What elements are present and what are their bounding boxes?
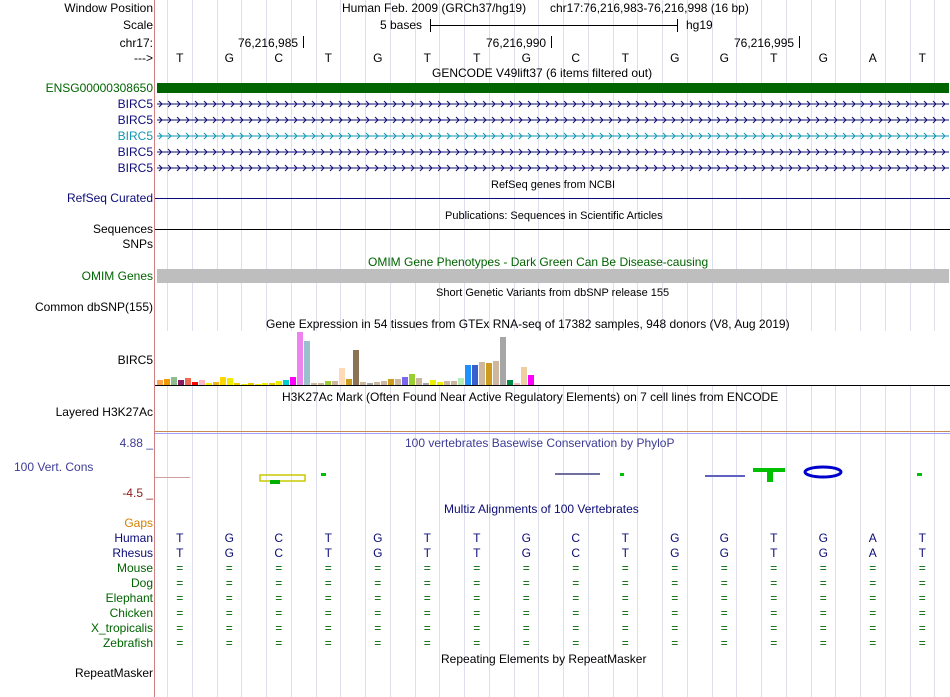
gtex-tissue-bar[interactable] [339, 368, 345, 385]
multiz-base: = [176, 561, 184, 575]
phylop-label[interactable]: 100 Vert. Cons [14, 460, 94, 474]
multiz-base: = [423, 576, 431, 590]
gencode-intron-arrows[interactable] [157, 99, 949, 109]
multiz-base: = [324, 621, 332, 635]
gencode-row-label[interactable]: BIRC5 [117, 129, 153, 143]
sequence-base: G [373, 51, 383, 65]
multiz-base: T [176, 546, 184, 560]
sequence-base: T [176, 51, 184, 65]
repeatmasker-label[interactable]: RepeatMasker [74, 666, 153, 680]
multiz-base: = [869, 621, 877, 635]
multiz-base: = [671, 591, 679, 605]
multiz-base: = [770, 636, 778, 650]
multiz-base: = [374, 591, 382, 605]
gtex-tissue-bar[interactable] [479, 362, 485, 385]
gtex-tissue-bar[interactable] [297, 332, 303, 385]
refseq-label[interactable]: RefSeq Curated [66, 191, 153, 205]
multiz-base: = [621, 591, 629, 605]
multiz-base: = [819, 576, 827, 590]
multiz-base: T [770, 531, 778, 545]
multiz-base: G [224, 531, 234, 545]
gencode-title[interactable]: GENCODE V49lift37 (6 items filtered out) [432, 66, 653, 80]
multiz-species-label[interactable]: Human [114, 531, 153, 545]
multiz-base: = [621, 576, 629, 590]
multiz-base: = [572, 621, 580, 635]
gencode-intron-arrows[interactable] [157, 131, 949, 141]
position-text[interactable]: chr17:76,216,983-76,216,998 (16 bp) [550, 1, 749, 15]
publications-title[interactable]: Publications: Sequences in Scientific Articles [445, 210, 663, 222]
multiz-base: = [275, 636, 283, 650]
multiz-base: G [373, 531, 383, 545]
multiz-base: G [670, 546, 680, 560]
multiz-base: = [324, 636, 332, 650]
multiz-base: = [621, 561, 629, 575]
scale-bar-end [677, 19, 678, 32]
multiz-base: G [224, 546, 234, 560]
phylop-min: -4.5 _ [122, 486, 153, 500]
multiz-base: = [869, 561, 877, 575]
multiz-base: = [374, 636, 382, 650]
scale-value: 5 bases [380, 18, 423, 32]
multiz-base: = [275, 591, 283, 605]
multiz-base: = [720, 606, 728, 620]
scale-label: Scale [122, 18, 153, 32]
multiz-base: = [324, 561, 332, 575]
gencode-intron-arrows[interactable] [157, 147, 949, 157]
multiz-base: = [374, 621, 382, 635]
multiz-base: = [572, 591, 580, 605]
multiz-base: = [869, 636, 877, 650]
h3k27ac-track-line [155, 431, 950, 432]
tick-mark [551, 36, 552, 48]
multiz-base: G [719, 546, 729, 560]
multiz-base: T [621, 531, 629, 545]
multiz-base: = [176, 621, 184, 635]
multiz-base: = [225, 561, 233, 575]
gtex-baseline [155, 385, 950, 386]
multiz-base: = [918, 576, 926, 590]
multiz-species-label[interactable]: Elephant [105, 591, 153, 605]
refseq-track-line [155, 198, 950, 199]
phylop-max: 4.88 _ [119, 436, 153, 450]
phylop-logo [155, 460, 950, 486]
sequence-base: A [868, 51, 877, 65]
multiz-species-label[interactable]: Rhesus [112, 546, 153, 560]
gtex-tissue-bar[interactable] [465, 365, 471, 385]
multiz-base: = [621, 621, 629, 635]
multiz-base: = [225, 621, 233, 635]
multiz-base: = [918, 561, 926, 575]
gtex-tissue-bar[interactable] [416, 378, 422, 385]
multiz-base: G [521, 546, 531, 560]
gtex-tissue-bar[interactable] [521, 367, 527, 385]
multiz-base: = [621, 606, 629, 620]
multiz-base: = [275, 576, 283, 590]
sequence-base: G [719, 51, 729, 65]
multiz-base: = [720, 621, 728, 635]
multiz-base: = [720, 636, 728, 650]
gtex-tissue-bar[interactable] [353, 350, 359, 385]
gtex-tissue-bar[interactable] [171, 377, 177, 385]
multiz-base: = [473, 636, 481, 650]
tick-mark [303, 36, 304, 48]
gtex-tissue-bar[interactable] [304, 341, 310, 385]
multiz-base: = [473, 591, 481, 605]
multiz-base: = [819, 591, 827, 605]
multiz-base: = [374, 561, 382, 575]
assembly-text: Human Feb. 2009 (GRCh37/hg19) [342, 1, 527, 15]
multiz-base: T [423, 531, 431, 545]
sequence-base: T [473, 51, 481, 65]
multiz-base: = [671, 606, 679, 620]
sequence-base: C [274, 51, 284, 65]
multiz-title[interactable]: Multiz Alignments of 100 Vertebrates [444, 502, 639, 516]
multiz-base: = [176, 576, 184, 590]
multiz-base: = [473, 621, 481, 635]
gtex-label[interactable]: BIRC5 [117, 353, 153, 367]
multiz-base: C [274, 531, 284, 545]
multiz-base: = [572, 636, 580, 650]
multiz-base: = [918, 591, 926, 605]
multiz-base: = [423, 561, 431, 575]
multiz-base: = [522, 606, 530, 620]
sequence-base: C [571, 51, 581, 65]
multiz-base: = [869, 606, 877, 620]
multiz-base: T [176, 531, 184, 545]
sequence-base: T [324, 51, 332, 65]
gencode-exon-bar[interactable] [157, 83, 949, 93]
refseq-title[interactable]: RefSeq genes from NCBI [491, 179, 616, 191]
multiz-base: T [473, 531, 481, 545]
multiz-base: T [473, 546, 481, 560]
multiz-base: = [473, 606, 481, 620]
sequence-base: T [918, 51, 926, 65]
multiz-base: = [522, 561, 530, 575]
scale-db: hg19 [686, 18, 713, 32]
multiz-base: = [324, 591, 332, 605]
multiz-base: = [522, 591, 530, 605]
multiz-base: T [770, 546, 778, 560]
multiz-base: C [571, 546, 581, 560]
multiz-base: = [473, 576, 481, 590]
phylop-title[interactable]: 100 vertebrates Basewise Conservation by PhyloP [405, 436, 675, 450]
chrom-label: chr17: [119, 36, 153, 50]
omim-title[interactable]: OMIM Gene Phenotypes - Dark Green Can Be Disease-causing [368, 255, 709, 269]
multiz-base: = [225, 576, 233, 590]
multiz-base: = [869, 576, 877, 590]
multiz-base: = [770, 591, 778, 605]
gtex-tissue-bar[interactable] [486, 363, 492, 385]
gtex-tissue-bar[interactable] [227, 378, 233, 385]
gencode-row-label[interactable]: BIRC5 [117, 145, 153, 159]
multiz-base: = [522, 576, 530, 590]
multiz-species-label[interactable]: Mouse [116, 561, 153, 575]
multiz-base: = [423, 621, 431, 635]
multiz-base: = [423, 591, 431, 605]
multiz-base: T [324, 531, 332, 545]
multiz-base: = [671, 576, 679, 590]
multiz-base: = [819, 621, 827, 635]
multiz-base: = [176, 636, 184, 650]
multiz-base: T [918, 546, 926, 560]
h3k27ac-title[interactable]: H3K27Ac Mark (Often Found Near Active Regulatory Elements) on 7 cell lines from ENCODE [282, 390, 779, 404]
multiz-base: = [275, 561, 283, 575]
multiz-base: = [374, 576, 382, 590]
dbsnp-title[interactable]: Short Genetic Variants from dbSNP release 155 [436, 287, 670, 299]
multiz-base: = [225, 606, 233, 620]
multiz-base: C [571, 531, 581, 545]
tick-label: 76,216,985 [238, 36, 299, 50]
tick-label: 76,216,990 [486, 36, 547, 50]
multiz-base: T [423, 546, 431, 560]
sequence-base: T [770, 51, 778, 65]
multiz-base: A [868, 531, 877, 545]
multiz-base: = [225, 636, 233, 650]
multiz-base: = [671, 561, 679, 575]
multiz-base: = [374, 606, 382, 620]
multiz-base: = [572, 561, 580, 575]
multiz-base: = [275, 606, 283, 620]
multiz-base: = [324, 606, 332, 620]
multiz-gaps-label: Gaps [124, 516, 153, 530]
multiz-base: = [522, 636, 530, 650]
gtex-tissue-bar[interactable] [493, 361, 499, 385]
multiz-base: = [918, 636, 926, 650]
multiz-base: = [275, 621, 283, 635]
multiz-base: T [621, 546, 629, 560]
sequence-base: G [818, 51, 828, 65]
multiz-base: G [670, 531, 680, 545]
gtex-tissue-bar[interactable] [472, 365, 478, 385]
snps-label[interactable]: SNPs [122, 237, 153, 251]
multiz-base: C [274, 546, 284, 560]
multiz-base: G [373, 546, 383, 560]
multiz-base: = [671, 621, 679, 635]
gtex-tissue-bar[interactable] [402, 377, 408, 385]
gencode-row-label[interactable]: BIRC5 [117, 161, 153, 175]
h3k27ac-label[interactable]: Layered H3K27Ac [55, 405, 153, 419]
multiz-base: T [918, 531, 926, 545]
multiz-base: = [572, 576, 580, 590]
sequence-base: G [521, 51, 531, 65]
multiz-base: A [868, 546, 877, 560]
publications-track-line [155, 229, 950, 230]
multiz-species-label[interactable]: Dog [130, 576, 153, 590]
tick-label: 76,216,995 [734, 36, 795, 50]
tick-mark [799, 36, 800, 48]
scale-bar [430, 25, 677, 26]
gtex-plot-bg [155, 331, 950, 385]
dbsnp-label[interactable]: Common dbSNP(155) [34, 300, 153, 314]
multiz-base: = [819, 606, 827, 620]
gtex-tissue-bar[interactable] [185, 378, 191, 385]
publications-label[interactable]: Sequences [92, 222, 153, 236]
multiz-base: = [720, 591, 728, 605]
multiz-base: = [423, 636, 431, 650]
multiz-base: G [818, 546, 828, 560]
multiz-base: = [770, 621, 778, 635]
omim-label[interactable]: OMIM Genes [81, 269, 153, 283]
gtex-tissue-bar[interactable] [409, 374, 415, 385]
multiz-base: = [819, 561, 827, 575]
multiz-base: = [572, 606, 580, 620]
multiz-base: = [473, 561, 481, 575]
multiz-base: = [720, 561, 728, 575]
multiz-base: = [423, 606, 431, 620]
multiz-species-label[interactable]: Chicken [109, 606, 153, 620]
multiz-base: = [869, 591, 877, 605]
sequence-base: G [670, 51, 680, 65]
multiz-base: = [176, 591, 184, 605]
multiz-base: = [770, 606, 778, 620]
multiz-base: = [522, 621, 530, 635]
gencode-row-label[interactable]: BIRC5 [117, 113, 153, 127]
gencode-row-label[interactable]: BIRC5 [117, 97, 153, 111]
sequence-base: T [423, 51, 431, 65]
strand-label: ---> [134, 51, 153, 65]
multiz-base: = [770, 576, 778, 590]
multiz-base: = [819, 636, 827, 650]
gencode-row-label[interactable]: ENSG00000308650 [45, 81, 153, 95]
scale-bar-start [430, 19, 431, 32]
multiz-base: = [324, 576, 332, 590]
gtex-tissue-bar[interactable] [528, 375, 534, 385]
window-position-label: Window Position [64, 1, 153, 15]
multiz-base: = [176, 606, 184, 620]
gtex-tissue-bar[interactable] [290, 377, 296, 385]
gencode-intron-arrows[interactable] [157, 115, 949, 125]
multiz-base: = [918, 621, 926, 635]
multiz-base: = [671, 636, 679, 650]
sequence-base: G [224, 51, 234, 65]
multiz-base: = [621, 636, 629, 650]
multiz-species-label[interactable]: X_tropicalis [90, 621, 153, 635]
gtex-tissue-bar[interactable] [500, 337, 506, 385]
gtex-tissue-bar[interactable] [220, 377, 226, 385]
multiz-base: = [720, 576, 728, 590]
repeatmasker-title[interactable]: Repeating Elements by RepeatMasker [441, 652, 647, 666]
multiz-base: = [225, 591, 233, 605]
multiz-base: G [521, 531, 531, 545]
gtex-tissue-bar[interactable] [458, 378, 464, 385]
multiz-species-label[interactable]: Zebrafish [102, 636, 153, 650]
h3k27ac-track-line-2 [155, 433, 950, 434]
gencode-intron-arrows[interactable] [157, 163, 949, 173]
omim-gene-bar[interactable] [157, 269, 949, 283]
gtex-title[interactable]: Gene Expression in 54 tissues from GTEx RNA-seq of 17382 samples, 948 donors (V8, Aug 2019) [266, 317, 790, 331]
multiz-base: T [324, 546, 332, 560]
multiz-base: G [818, 531, 828, 545]
multiz-base: = [918, 606, 926, 620]
multiz-base: G [719, 531, 729, 545]
multiz-base: = [770, 561, 778, 575]
sequence-base: T [621, 51, 629, 65]
